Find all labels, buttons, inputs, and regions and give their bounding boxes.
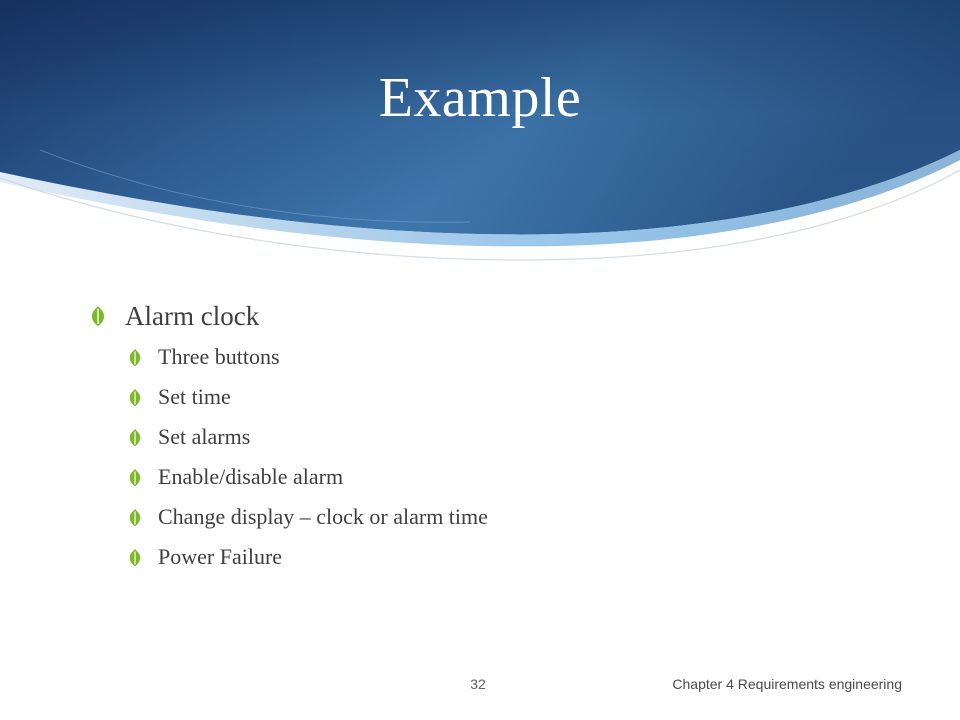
leaf-bullet-icon bbox=[128, 508, 142, 527]
bullet-item-level1 bbox=[90, 296, 259, 336]
leaf-bullet-icon bbox=[128, 468, 142, 487]
bullet-item-level2 bbox=[128, 340, 280, 374]
bullet-item-level2 bbox=[128, 460, 343, 494]
bullet-label: Alarm clock bbox=[125, 300, 260, 331]
bullet-label: Power Failure bbox=[158, 544, 283, 569]
leaf-bullet-icon bbox=[128, 348, 142, 367]
leaf-bullet-icon bbox=[128, 388, 142, 407]
bullet-label: Set time bbox=[158, 384, 231, 409]
bullet-item-level2 bbox=[128, 420, 250, 454]
bullet-item-level2 bbox=[128, 380, 231, 414]
bullet-label: Set alarms bbox=[158, 424, 251, 449]
leaf-bullet-icon bbox=[128, 548, 142, 567]
header-background bbox=[0, 0, 960, 270]
slide-number: 32 bbox=[470, 676, 486, 692]
leaf-bullet-icon bbox=[90, 305, 106, 327]
bullet-label: Three buttons bbox=[158, 344, 280, 369]
slide-title: Example bbox=[378, 67, 582, 129]
bullet-item-level2 bbox=[128, 500, 488, 534]
bullet-label: Change display – clock or alarm time bbox=[158, 504, 488, 529]
bullet-item-level2 bbox=[128, 540, 282, 574]
bullet-label: Enable/disable alarm bbox=[158, 464, 344, 489]
footer-chapter-label: Chapter 4 Requirements engineering bbox=[672, 676, 902, 692]
leaf-bullet-icon bbox=[128, 428, 142, 447]
